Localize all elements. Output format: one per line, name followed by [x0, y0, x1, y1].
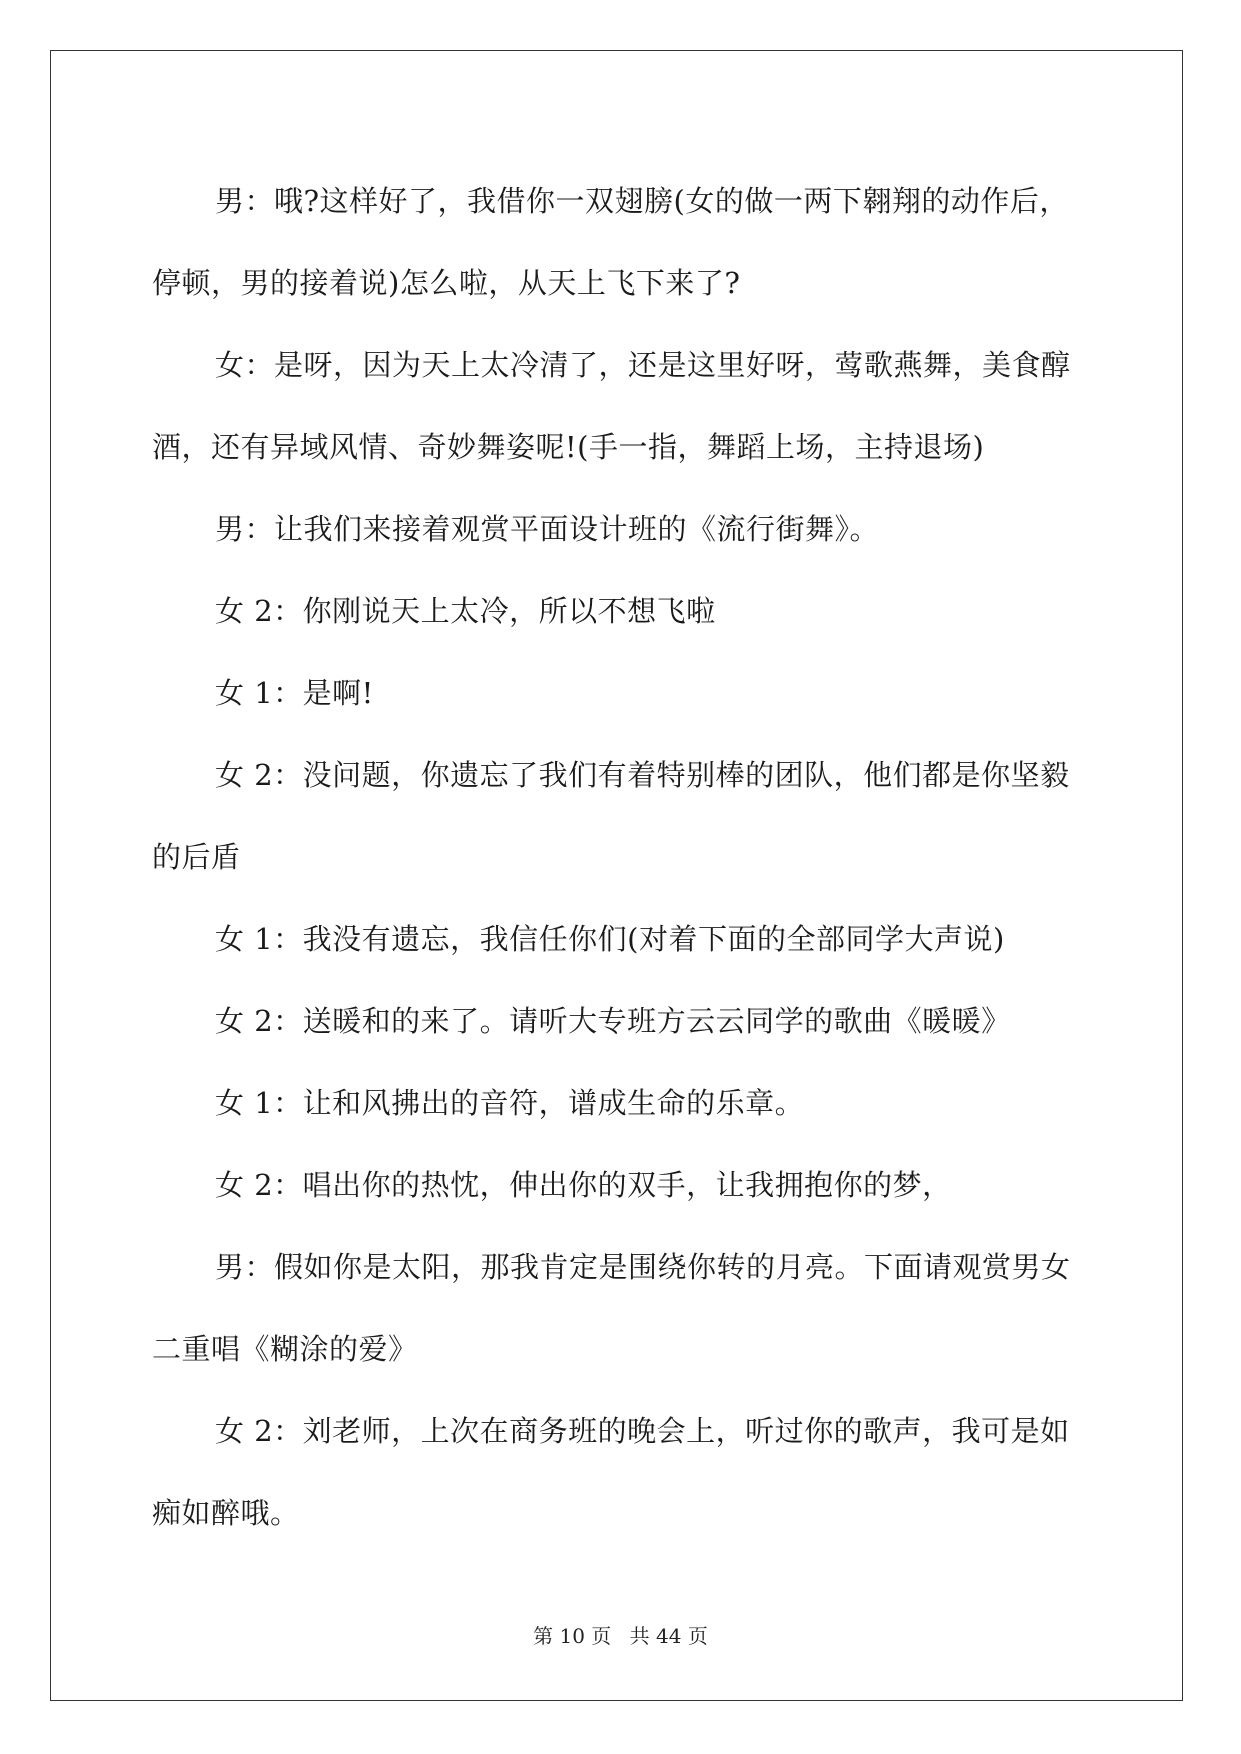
paragraph: 女 2：送暖和的来了。请听大专班方云云同学的歌曲《暖暖》	[215, 1004, 1011, 1038]
page-total: 共 44 页	[629, 1624, 708, 1648]
paragraph: 女 2：唱出你的热忱，伸出你的双手，让我拥抱你的梦，	[215, 1168, 952, 1202]
paragraph: 女：是呀，因为天上太冷清了，还是这里好呀，莺歌燕舞，美食醇酒，还有异域风情、奇妙舞姿呢!(手一指，舞蹈上场，主持退场)	[152, 348, 1071, 464]
document-body	[152, 160, 1087, 1554]
paragraph: 男：假如你是太阳，那我肯定是围绕你转的月亮。下面请观赏男女二重唱《糊涂的爱》	[152, 1250, 1071, 1366]
page-footer	[0, 1620, 1241, 1649]
paragraph: 男：哦?这样好了，我借你一双翅膀(女的做一两下翱翔的动作后，停顿，男的接着说)怎么啦，从天上飞下来了?	[152, 184, 1069, 300]
paragraph: 女 2：刘老师，上次在商务班的晚会上，听过你的歌声，我可是如痴如醉哦。	[152, 1414, 1070, 1530]
paragraph: 男：让我们来接着观赏平面设计班的《流行街舞》。	[215, 512, 880, 546]
paragraph: 女 2：你刚说天上太冷，所以不想飞啦	[215, 594, 716, 628]
page-number: 第 10 页	[533, 1624, 612, 1648]
paragraph: 女 1：是啊!	[215, 676, 374, 710]
paragraph: 女 1：让和风拂出的音符，谱成生命的乐章。	[215, 1086, 805, 1120]
paragraph: 女 2：没问题，你遗忘了我们有着特别棒的团队，他们都是你坚毅的后盾	[152, 758, 1070, 874]
paragraph: 女 1：我没有遗忘，我信任你们(对着下面的全部同学大声说)	[215, 922, 1005, 956]
